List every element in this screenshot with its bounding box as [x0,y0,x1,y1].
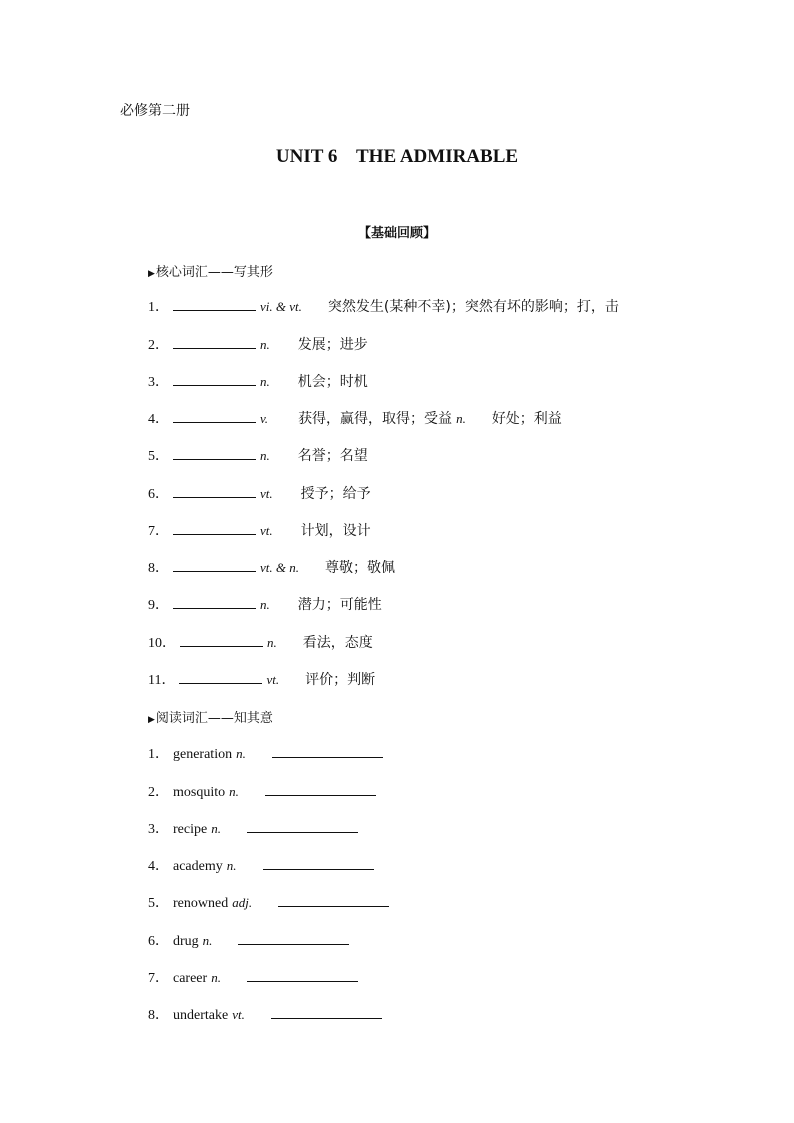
part-of-speech: n. [211,970,221,985]
core-vocab-item [148,371,368,391]
answer-blank[interactable] [247,967,358,982]
vocab-word: drug [173,934,199,949]
reading-vocab-item [148,818,358,838]
core-vocab-item [148,594,382,614]
core-vocab-heading-text: 核心词汇——写其形 [155,265,273,280]
reading-vocab-item [148,930,349,950]
meaning: 看法，态度 [302,635,373,651]
answer-blank[interactable] [263,855,374,870]
meaning: 获得，赢得，取得；受益 [298,411,453,427]
answer-blank[interactable] [180,632,263,647]
item-number: 3． [148,822,169,837]
reading-vocab-item [148,743,383,763]
answer-blank[interactable] [173,483,256,498]
part-of-speech: n. [260,448,270,463]
meaning: 评价；判断 [305,672,376,688]
core-vocab-item [148,557,395,577]
item-number: 8． [148,1008,169,1023]
vocab-word: renowned [173,896,229,911]
core-vocab-item [148,632,373,652]
item-number: 11． [148,673,176,688]
meaning-secondary: 好处；利益 [491,411,562,427]
answer-blank[interactable] [247,818,358,833]
answer-blank[interactable] [173,594,256,609]
part-of-speech: vt. [232,1007,245,1022]
part-of-speech: vt. [260,523,273,538]
answer-blank[interactable] [278,892,389,907]
reading-vocab-item [148,855,374,875]
part-of-speech: n. [236,746,246,761]
meaning: 尊敬；敬佩 [325,560,395,576]
part-of-speech: n. [260,374,270,389]
core-vocab-item [148,408,562,428]
answer-blank[interactable] [173,520,256,535]
item-number: 4． [148,412,169,427]
part-of-speech: n. [211,821,221,836]
item-number: 7． [148,524,169,539]
item-number: 6． [148,934,169,949]
reading-vocab-item [148,781,376,801]
answer-blank[interactable] [173,371,256,386]
core-vocab-item [148,483,371,503]
reading-vocab-item [148,892,389,912]
part-of-speech: n. [260,597,270,612]
part-of-speech: vt. [266,672,280,687]
item-number: 8． [148,561,169,576]
vocab-word: mosquito [173,785,226,800]
meaning: 授予；给予 [300,486,371,502]
reading-vocab-heading-text: 阅读词汇——知其意 [155,711,273,726]
answer-blank[interactable] [238,930,349,945]
item-number: 6． [148,487,169,502]
core-vocab-item [148,296,619,316]
part-of-speech: v. [260,411,269,426]
item-number: 9． [148,598,169,613]
core-vocab-heading [148,261,273,280]
vocab-word: academy [173,859,223,874]
vocab-word: recipe [173,822,208,837]
part-of-speech: vt. & n. [260,560,299,575]
answer-blank[interactable] [179,669,262,684]
item-number: 3． [148,375,169,390]
answer-blank[interactable] [271,1004,382,1019]
meaning: 突然发生(某种不幸)；突然有坏的影响；打，击 [327,299,619,315]
part-of-speech: n. [260,337,270,352]
answer-blank[interactable] [173,445,256,460]
part-of-speech: n. [229,784,239,799]
part-of-speech: vt. [260,486,273,501]
item-number: 5． [148,449,169,464]
item-number: 10． [148,636,176,651]
part-of-speech: adj. [232,895,253,910]
part-of-speech-secondary: n. [456,411,466,426]
item-number: 5． [148,896,169,911]
triangle-bullet-icon: ▶ [148,269,155,279]
section-title: 【基础回顾】 [357,226,436,241]
vocab-word: generation [173,747,233,762]
core-vocab-item [148,445,368,465]
core-vocab-item [148,669,375,689]
answer-blank[interactable] [272,743,383,758]
meaning: 机会；时机 [297,374,368,390]
answer-blank[interactable] [173,334,256,349]
part-of-speech: n. [226,858,237,873]
triangle-bullet-icon: ▶ [148,715,155,725]
part-of-speech: n. [267,635,277,650]
item-number: 2． [148,338,169,353]
core-vocab-item [148,520,371,540]
unit-title: UNIT 6 THE ADMIRABLE [275,146,519,167]
item-number: 1． [148,300,169,315]
item-number: 1． [148,747,169,762]
answer-blank[interactable] [173,408,256,423]
part-of-speech: n. [202,933,213,948]
meaning: 发展；进步 [297,337,368,353]
vocab-word: undertake [173,1008,229,1023]
reading-vocab-heading [148,707,273,726]
core-vocab-item [148,334,368,354]
meaning: 名誉；名望 [297,448,368,464]
item-number: 4． [148,859,169,874]
item-number: 7． [148,971,169,986]
vocab-word: career [173,971,208,986]
item-number: 2． [148,785,169,800]
answer-blank[interactable] [265,781,376,796]
book-label: 必修第二册 [120,103,190,119]
reading-vocab-item [148,967,358,987]
answer-blank[interactable] [173,557,256,572]
reading-vocab-item [148,1004,382,1024]
meaning: 计划，设计 [300,523,371,539]
meaning: 潜力；可能性 [297,597,382,613]
part-of-speech: vi. & vt. [260,299,302,314]
answer-blank[interactable] [173,296,256,311]
